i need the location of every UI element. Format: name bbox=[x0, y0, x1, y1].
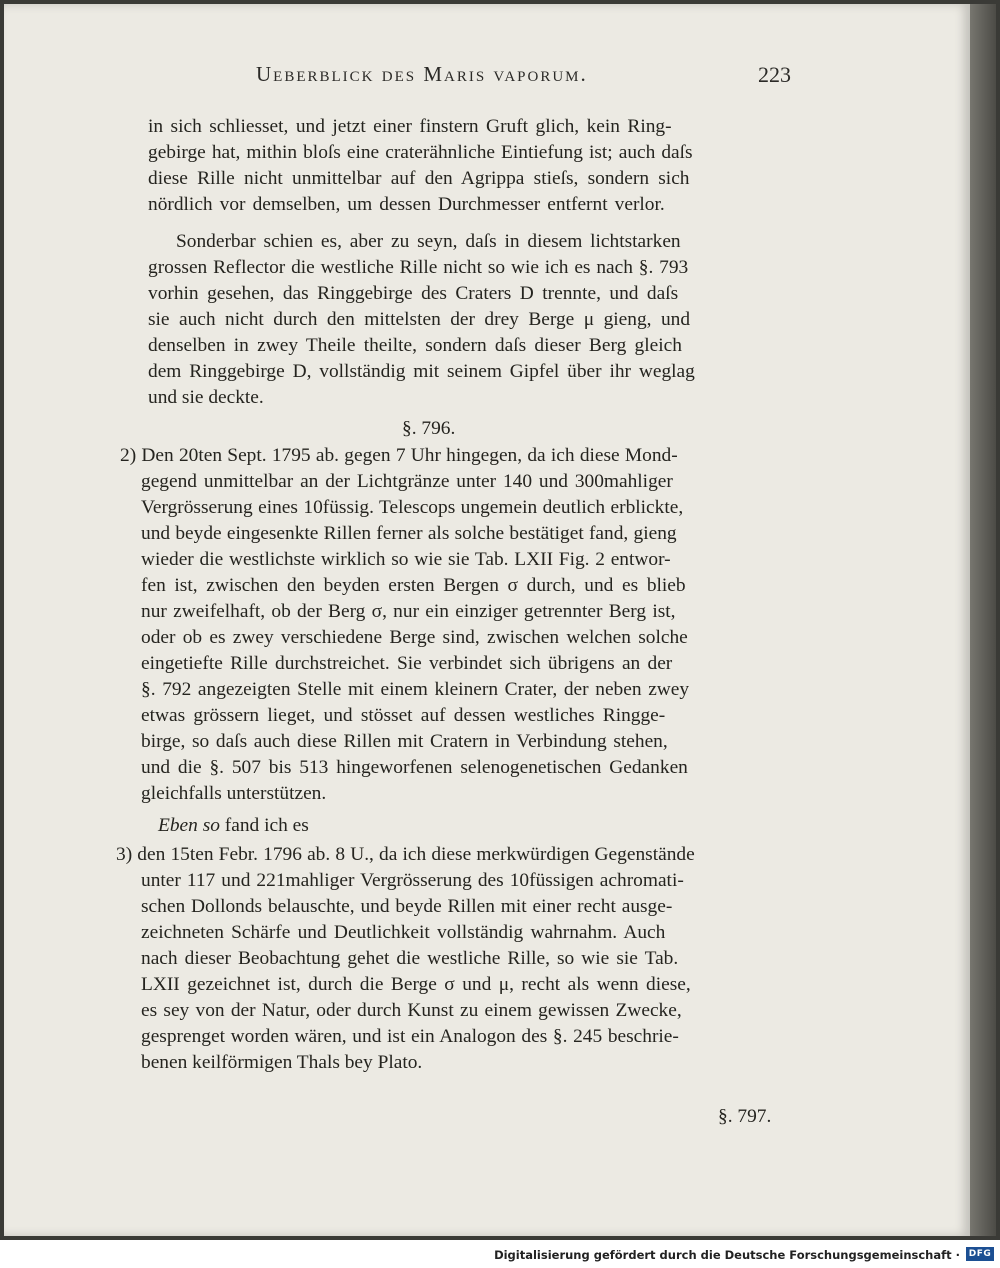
section-heading: §. 796. bbox=[402, 418, 456, 439]
text-line: §. 792 angezeigten Stelle mit einem kleinern Crater, der neben zwey bbox=[141, 679, 690, 700]
text-line: nördlich vor demselben, um dessen Durchmesser entfernt verlor. bbox=[148, 194, 665, 215]
text-line: es sey von der Natur, oder durch Kunst zu einem gewissen Zwecke, bbox=[141, 1000, 682, 1021]
catchword: §. 797. bbox=[718, 1106, 772, 1127]
text-line: nach dieser Beobachtung gehet die westliche Rille, so wie sie Tab. bbox=[141, 948, 679, 969]
text-line: in sich schliesset, und jetzt einer finstern Gruft glich, kein Ring- bbox=[148, 116, 672, 137]
running-head-title: Ueberblick des Maris vaporum. bbox=[256, 62, 588, 86]
text-line: gleichfalls unterstützen. bbox=[141, 783, 327, 804]
running-head bbox=[4, 62, 970, 102]
text-line: 3) den 15ten Febr. 1796 ab. 8 U., da ich diese merkwürdigen Gegenstände bbox=[116, 844, 695, 865]
text-line: gegend unmittelbar an der Lichtgränze unter 140 und 300mahliger bbox=[141, 471, 673, 492]
text-line: und beyde eingesenkte Rillen ferner als solche bestätiget fand, gieng bbox=[141, 523, 677, 544]
page-edge-shadow bbox=[970, 4, 996, 1236]
text-line: birge, so daſs auch diese Rillen mit Cratern in Verbindung stehen, bbox=[141, 731, 668, 752]
text-line: gesprenget worden wären, und ist ein Analogon des §. 245 beschrie- bbox=[141, 1026, 679, 1047]
text-line: zeichneten Schärfe und Deutlichkeit vollständig wahrnahm. Auch bbox=[141, 922, 666, 943]
dfg-logo-icon: DFG bbox=[966, 1247, 994, 1261]
text-line: wieder die westlichste wirklich so wie sie Tab. LXII Fig. 2 entwor- bbox=[141, 549, 671, 570]
text-line: Vergrösserung eines 10füssig. Telescops ungemein deutlich erblickte, bbox=[141, 497, 684, 518]
text-line: dem Ringgebirge D, vollständig mit seinem Gipfel über ihr weglag bbox=[148, 361, 695, 382]
text-line: LXII gezeichnet ist, durch die Berge σ und μ, recht als wenn diese, bbox=[141, 974, 691, 995]
text-line: etwas grössern lieget, und stösset auf dessen westliches Ringge- bbox=[141, 705, 666, 726]
text-line: und die §. 507 bis 513 hingeworfenen selenogenetischen Gedanken bbox=[141, 757, 688, 778]
text-line: gebirge hat, mithin bloſs eine craterähnliche Eintiefung ist; auch daſs bbox=[148, 142, 693, 163]
funding-credit: Digitalisierung gefördert durch die Deutsche Forschungsgemeinschaft · bbox=[494, 1248, 960, 1262]
text-line: oder ob es zwey verschiedene Berge sind, zwischen welchen solche bbox=[141, 627, 688, 648]
text-line: 2) Den 20ten Sept. 1795 ab. gegen 7 Uhr hingegen, da ich diese Mond- bbox=[120, 445, 678, 466]
text-line-italic: Eben so fand ich es bbox=[158, 815, 309, 836]
text-line: unter 117 und 221mahliger Vergrösserung des 10füssigen achromati- bbox=[141, 870, 684, 891]
text-line: vorhin gesehen, das Ringgebirge des Craters D trennte, und daſs bbox=[148, 283, 679, 304]
footer-bar bbox=[0, 1240, 1000, 1268]
book-page bbox=[4, 4, 970, 1236]
text-line: fen ist, zwischen den beyden ersten Bergen σ durch, und es blieb bbox=[141, 575, 686, 596]
text-line: und sie deckte. bbox=[148, 387, 264, 408]
text-line: diese Rille nicht unmittelbar auf den Agrippa stieſs, sondern sich bbox=[148, 168, 690, 189]
text-line: sie auch nicht durch den mittelsten der drey Berge μ gieng, und bbox=[148, 309, 691, 330]
text-line: schen Dollonds belauschte, und beyde Rillen mit einer recht ausge- bbox=[141, 896, 673, 917]
text-line: nur zweifelhaft, ob der Berg σ, nur ein einziger getrennter Berg ist, bbox=[141, 601, 676, 622]
page-number: 223 bbox=[758, 62, 791, 87]
text-line: eingetiefte Rille durchstreichet. Sie verbindet sich übrigens an der bbox=[141, 653, 673, 674]
text-line: grossen Reflector die westliche Rille nicht so wie ich es nach §. 793 bbox=[148, 257, 689, 278]
text-line: denselben in zwey Theile theilte, sondern daſs dieser Berg gleich bbox=[148, 335, 682, 356]
text-line: benen keilförmigen Thals bey Plato. bbox=[141, 1052, 423, 1073]
text-line: Sonderbar schien es, aber zu seyn, daſs in diesem lichtstarken bbox=[176, 231, 681, 252]
